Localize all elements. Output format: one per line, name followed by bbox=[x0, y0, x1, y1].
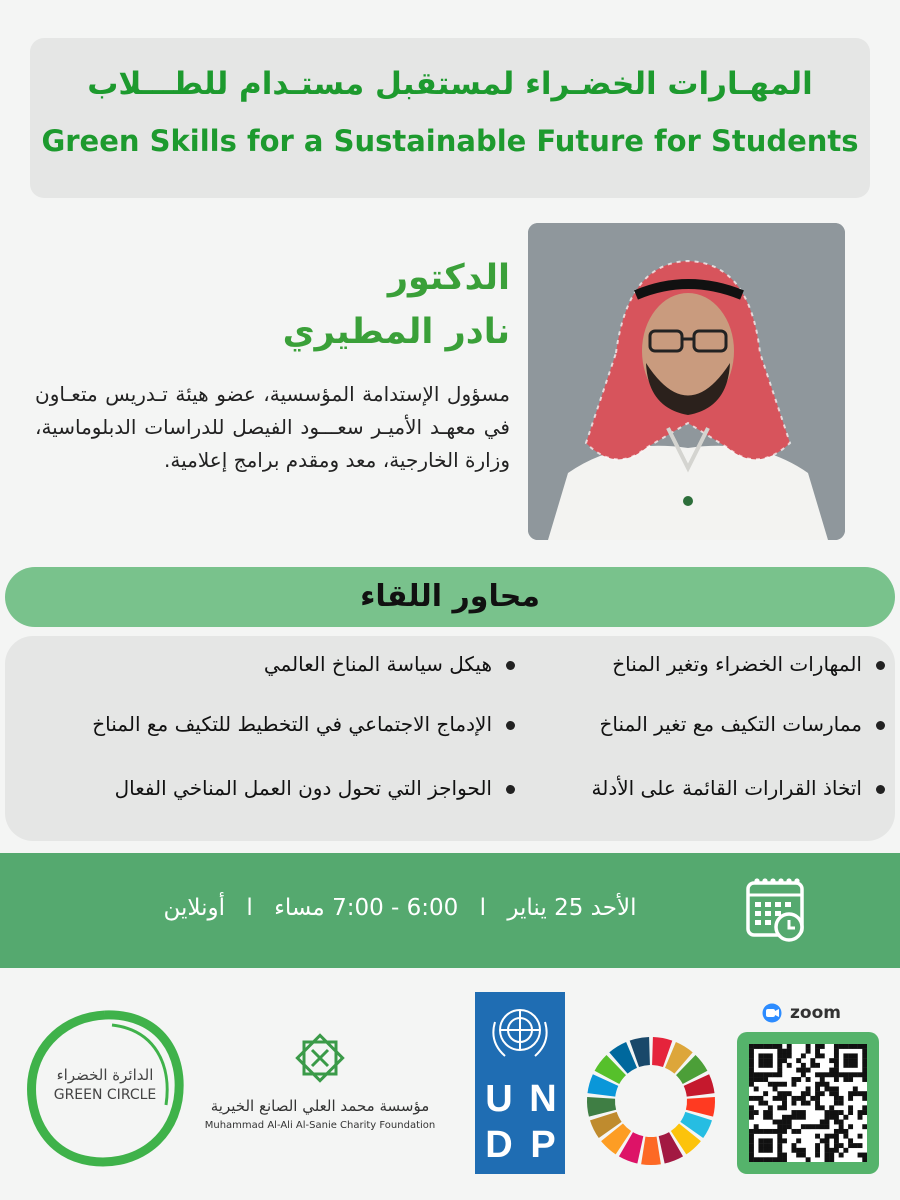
sdg-segment bbox=[641, 1137, 661, 1165]
speaker-photo bbox=[528, 223, 845, 540]
speaker-name: نادر المطيري bbox=[282, 312, 510, 352]
sdg-wheel-logo bbox=[585, 1035, 717, 1171]
speaker-title: الدكتور bbox=[387, 258, 510, 298]
green-circle-label-en: GREEN CIRCLE bbox=[53, 1087, 157, 1103]
zoom-label: zoom bbox=[790, 1003, 841, 1023]
bullet-icon bbox=[876, 661, 885, 670]
green-circle-label-ar: الدائرة الخضراء bbox=[56, 1066, 154, 1084]
calendar-clock-icon bbox=[745, 875, 807, 947]
undp-letter: D bbox=[485, 1124, 513, 1166]
foundation-logo-icon bbox=[294, 1032, 346, 1088]
topic-item: الإدماج الاجتماعي في التخطيط للتكيف مع المناخ bbox=[92, 712, 515, 736]
separator: ا bbox=[479, 895, 486, 921]
event-mode: أونلاين bbox=[163, 895, 226, 921]
bullet-icon bbox=[876, 721, 885, 730]
foundation-name-en: Muhammad Al-Ali Al-Sanie Charity Foundation bbox=[204, 1120, 436, 1131]
bullet-icon bbox=[876, 785, 885, 794]
title-panel bbox=[30, 38, 870, 198]
undp-letter: U bbox=[485, 1078, 513, 1120]
topic-item: اتخاذ القرارات القائمة على الأدلة bbox=[592, 776, 886, 800]
title-english: Green Skills for a Sustainable Future for Students bbox=[41, 124, 859, 158]
separator: ا bbox=[246, 895, 253, 921]
topic-item: ممارسات التكيف مع تغير المناخ bbox=[600, 712, 886, 736]
topic-item: الحواجز التي تحول دون العمل المناخي الفعال bbox=[115, 776, 515, 800]
zoom-icon bbox=[762, 1003, 786, 1027]
qr-code[interactable] bbox=[749, 1044, 867, 1162]
topics-heading: محاور اللقاء bbox=[360, 579, 540, 614]
title-arabic: المهـارات الخضـراء لمستقبل مستـدام للطـــلاب bbox=[87, 66, 813, 102]
undp-letter: P bbox=[530, 1124, 556, 1166]
foundation-name-ar: مؤسسة محمد العلي الصانع الخيرية bbox=[210, 1097, 430, 1115]
undp-logo bbox=[475, 992, 565, 1174]
bullet-icon bbox=[506, 721, 515, 730]
qr-code-frame[interactable] bbox=[737, 1032, 879, 1174]
bullet-icon bbox=[506, 785, 515, 794]
topic-item: هيكل سياسة المناخ العالمي bbox=[264, 652, 515, 676]
event-date: الأحد 25 يناير bbox=[507, 895, 637, 921]
undp-letter: N bbox=[529, 1078, 557, 1120]
bullet-icon bbox=[506, 661, 515, 670]
speaker-bio: مسؤول الإستدامة المؤسسية، عضو هيئة تـدريس متعـاون في معهـد الأميـر سعـــود الفيصل للدراسات الدبلوماسية، وزارة الخارجية، معد ومقدم برامج إعلامية. bbox=[35, 382, 510, 472]
event-time: 6:00 - 7:00 مساء bbox=[274, 895, 459, 921]
topic-item: المهارات الخضراء وتغير المناخ bbox=[612, 652, 885, 676]
event-details bbox=[120, 895, 680, 921]
